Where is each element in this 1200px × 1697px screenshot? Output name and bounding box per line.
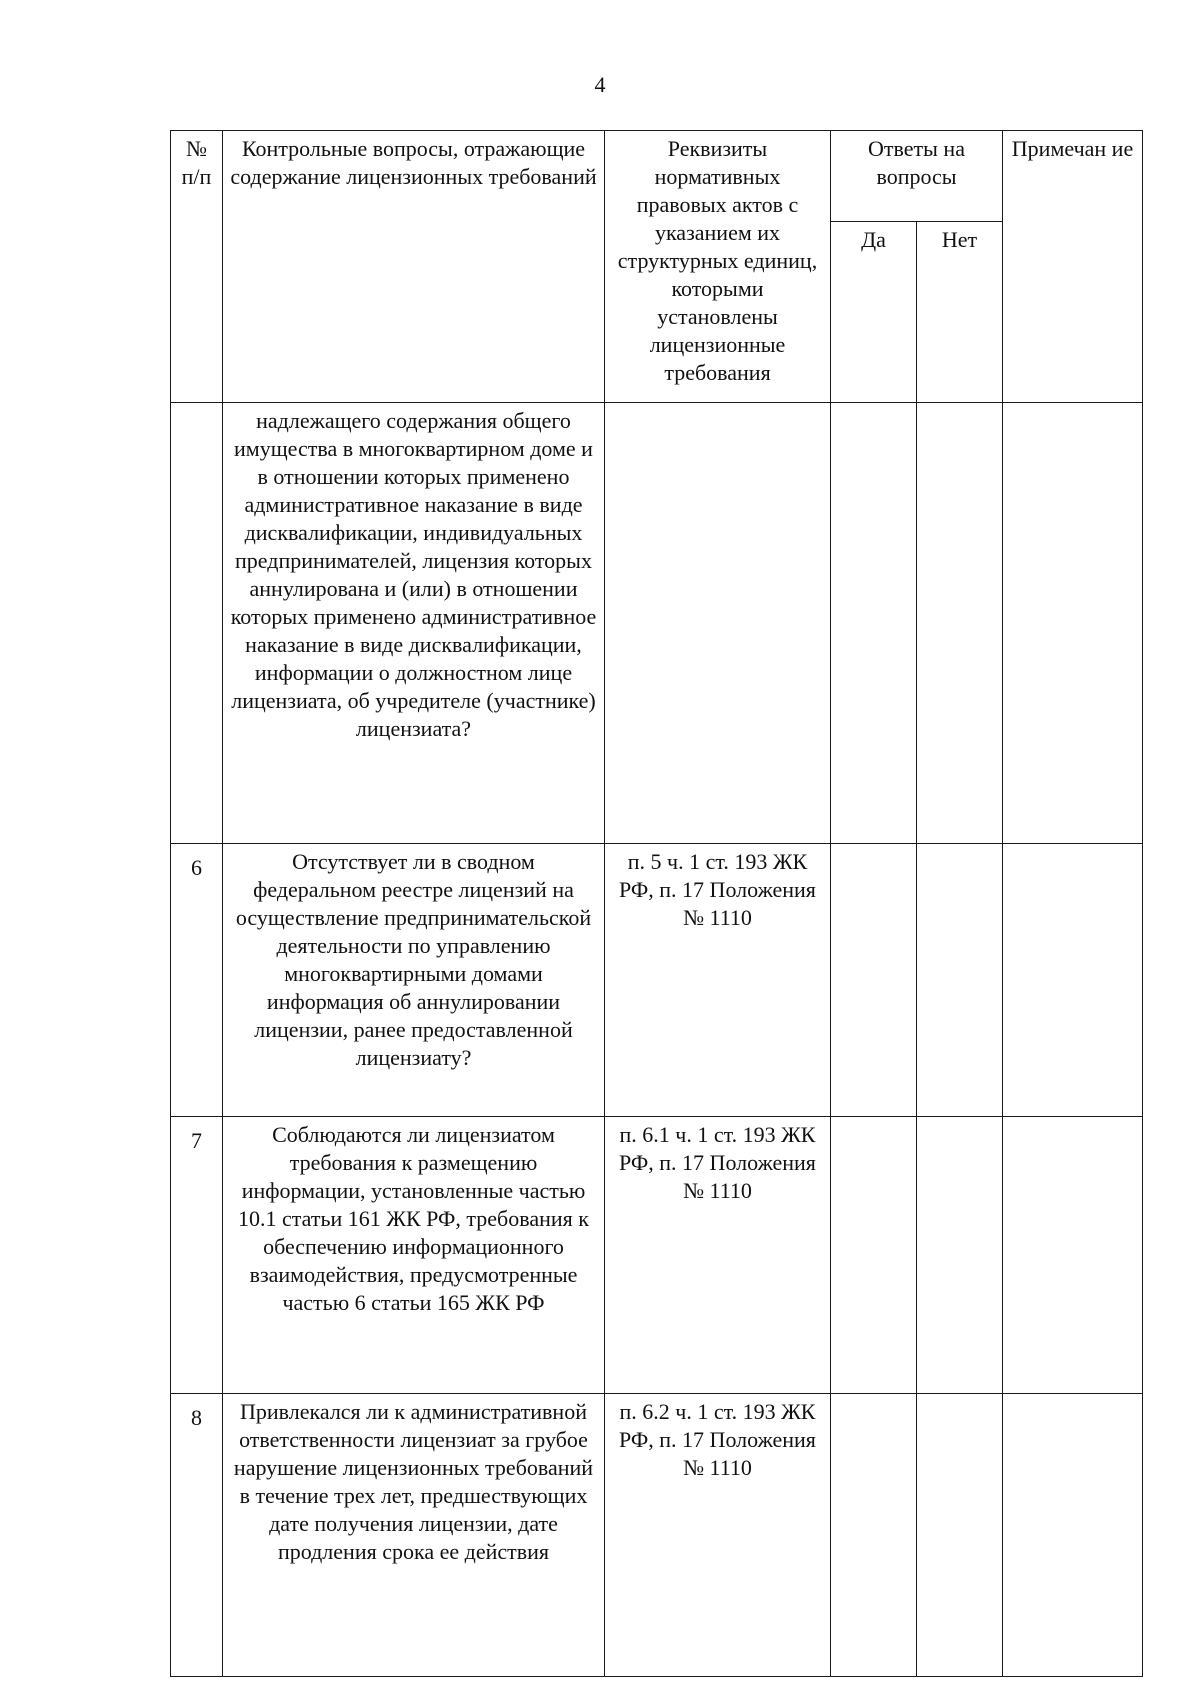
header-questions [223, 131, 605, 403]
answer-no-cell[interactable] [917, 1117, 1003, 1394]
header-num-label: № п/п [181, 136, 212, 189]
answer-yes-cell[interactable] [831, 1117, 917, 1394]
note-cell[interactable] [1003, 844, 1143, 1117]
row-question: надлежащего содержания общего имущества в многоквартирном доме и в отношении которых применено административное наказание в виде дисквалификации, индивидуальных предпринимателей, лицензия которых аннулирована и (или) в отношении которых применено административное наказание в виде дисквалификации, информации о должностном лице лицензиата, об учредителе (участнике) лицензиата? [230, 408, 597, 741]
table-row [171, 1117, 1143, 1394]
answer-no-cell[interactable] [917, 844, 1003, 1117]
table-row [171, 844, 1143, 1117]
row-reference-cell [605, 844, 831, 1117]
header-notes [1003, 131, 1143, 403]
row-question: Соблюдаются ли лицензиатом требования к размещению информации, установленные частью 10.1 статьи 161 ЖК РФ, требования к обеспечению информационного взаимодействия, предусмотренные частью 6 статьи 165 ЖК РФ [238, 1122, 589, 1315]
header-answers [831, 131, 1003, 222]
note-cell[interactable] [1003, 1394, 1143, 1677]
row-num-cell [171, 844, 223, 1117]
header-no [917, 222, 1003, 403]
row-reference-cell [605, 403, 831, 844]
header-requisites-label: Реквизиты нормативных правовых актов с указанием их структурных единиц, которыми установлены лицензионные требования [617, 136, 818, 385]
header-yes [831, 222, 917, 403]
row-question-cell [223, 844, 605, 1117]
answer-yes-cell[interactable] [831, 1394, 917, 1677]
header-row [171, 131, 1143, 222]
page-number: 4 [594, 72, 606, 97]
table-row [171, 1394, 1143, 1677]
row-reference-cell [605, 1117, 831, 1394]
header-yes-label: Да [861, 227, 886, 252]
checklist-table [170, 130, 1143, 1677]
header-notes-label: Примечан ие [1011, 136, 1134, 161]
table-row [171, 403, 1143, 844]
row-reference: п. 5 ч. 1 ст. 193 ЖК РФ, п. 17 Положения № 1110 [619, 849, 816, 930]
row-num: 6 [191, 855, 202, 880]
header-questions-label: Контрольные вопросы, отражающие содержание лицензионных требований [230, 136, 597, 189]
row-reference: п. 6.2 ч. 1 ст. 193 ЖК РФ, п. 17 Положения № 1110 [619, 1399, 816, 1480]
answer-yes-cell[interactable] [831, 844, 917, 1117]
row-question-cell [223, 1394, 605, 1677]
note-cell[interactable] [1003, 403, 1143, 844]
row-question: Отсутствует ли в сводном федеральном реестре лицензий на осуществление предпринимательской деятельности по управлению многоквартирными домами информация об аннулировании лицензии, ранее предоставленной лицензиату? [235, 849, 592, 1070]
row-question: Привлекался ли к административной ответственности лицензиат за грубое нарушение лицензионных требований в течение трех лет, предшествующих дате получения лицензии, дате продления срока ее действия [233, 1399, 594, 1564]
row-reference: п. 6.1 ч. 1 ст. 193 ЖК РФ, п. 17 Положения № 1110 [619, 1122, 816, 1203]
answer-no-cell[interactable] [917, 403, 1003, 844]
answer-no-cell[interactable] [917, 1394, 1003, 1677]
row-num-cell [171, 1117, 223, 1394]
row-reference-cell [605, 1394, 831, 1677]
header-no-label: Нет [941, 227, 978, 252]
row-num-cell [171, 1394, 223, 1677]
row-num-cell [171, 403, 223, 844]
header-num [171, 131, 223, 403]
header-requisites [605, 131, 831, 403]
row-question-cell [223, 403, 605, 844]
answer-yes-cell[interactable] [831, 403, 917, 844]
row-num: 7 [191, 1128, 202, 1153]
row-question-cell [223, 1117, 605, 1394]
header-answers-label: Ответы на вопросы [868, 136, 965, 189]
row-num: 8 [191, 1405, 202, 1430]
note-cell[interactable] [1003, 1117, 1143, 1394]
